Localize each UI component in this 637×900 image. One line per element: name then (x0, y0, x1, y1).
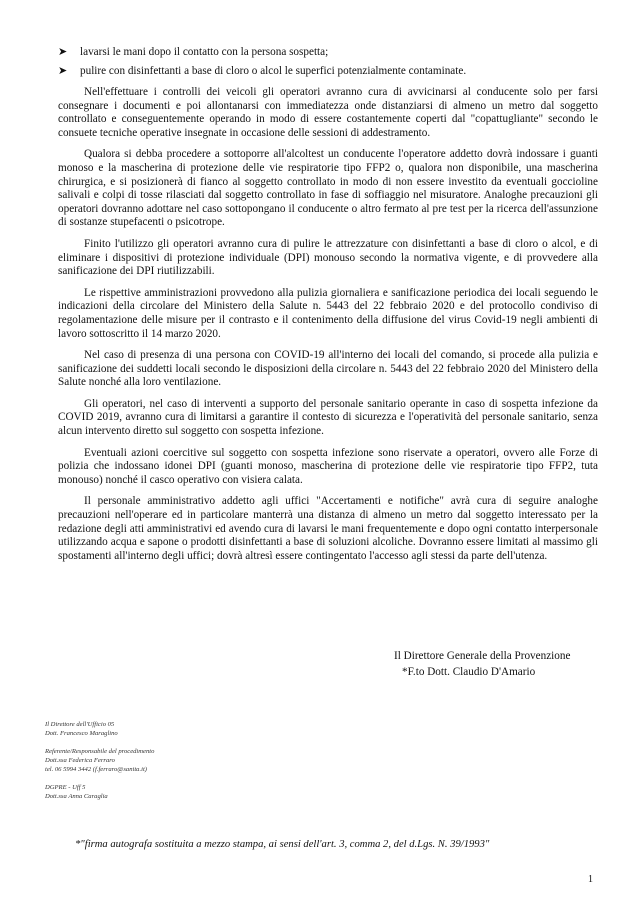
reference-line: Dott.ssa Federica Ferraro (45, 757, 115, 764)
paragraph: Il personale amministrativo addetto agli uffici "Accertamenti e notifiche" avrà cura di seguire analoghe precauzioni nell'operare ed in particolare manterrà una distanza di almeno un metro dal soggetto interessato per la redazione degli atti amministrativi ed avendo cura di lavarsi le mani frequentemente e dopo ogni contatto interpersonale utilizzando acqua e sapone o prodotti disinfettanti a base di soluzioni alcoliche. Dovranno essere limitati al massimo gli spostamenti all'interno degli uffici; dovrà altresì essere contingentato l'accesso agli stessi da parte dell'utenza. (58, 495, 598, 562)
list-item (58, 63, 598, 79)
paragraph: Qualora si debba procedere a sottoporre all'alcoltest un conducente l'operatore addetto dovrà indossare i guanti monoso e la mascherina di protezione delle vie respiratorie tipo FFP2 o, qualora non disponibile, una mascherina chirurgica, e si posizionerà di fianco al soggetto controllato in modo di non essere investito da eventuali goccioline salivali e colpi di tosse rilasciati dal soggetto controllato in fase di soffiaggio nel misuratore. Analoghe precauzioni gli operatori dovranno adottare nel caso sottopongano il conducente o altro fermato al pre test per la ricerca dell'assunzione di sostanze stupefacenti o psicotrope. (58, 148, 598, 229)
document-body (58, 86, 598, 571)
paragraph: Nell'effettuare i controlli dei veicoli gli operatori avranno cura di avvicinarsi al conducente solo per farsi consegnare i documenti e poi allontanarsi con immediatezza onde distanziarsi di almeno un metro dal soggetto controllato e conseguentemente operando in modo di essere costantemente coperti dal "copattugliante" secondo le consuete tecniche operative insegnate in occasione delle sessioni di addestramento. (58, 86, 598, 139)
signature-name: *F.to Dott. Claudio D'Amario (402, 666, 536, 678)
arrow-bullet-icon: ➤ (58, 65, 68, 77)
footnote: *"firma autografa sostituita a mezzo stampa, ai sensi dell'art. 3, comma 2, del d.Lgs. N. 39/1993" (75, 839, 490, 850)
reference-group (45, 720, 295, 738)
paragraph: Eventuali azioni coercitive sul soggetto con sospetta infezione sono riservate a operatori, ovvero alle Forze di polizia che indossano idonei DPI (guanti monoso, mascherina di protezione delle vie respiratorie tipo FFP2, tuta monouso) nonché il casco operativo con visiera calata. (58, 446, 598, 486)
signature-block (394, 648, 614, 680)
signature-title: Il Direttore Generale della Provenzione (394, 650, 571, 662)
list-item (58, 44, 598, 60)
reference-line: Dott.ssa Anna Caraglia (45, 793, 108, 800)
paragraph: Finito l'utilizzo gli operatori avranno cura di pulire le attrezzature con disinfettanti a base di cloro o alcol, e di eliminare i dispositivi di protezione individuale (DPI) monouso secondo la normativa vigente, e di provvedere alla sanificazione dei DPI riutilizzabili. (58, 237, 598, 278)
reference-group (45, 783, 295, 801)
paragraph: Nel caso di presenza di una persona con COVID-19 all'interno dei locali del comando, si procede alla pulizia e sanificazione dei suddetti locali secondo le disposizioni della circolare n. 5443 del 22 febbraio 2020 del Ministero della Salute nonché alla loro ventilazione. (58, 349, 598, 389)
references-block (45, 720, 295, 810)
reference-line: Referente/Responsabile del procedimento (45, 748, 155, 755)
page-number: 1 (588, 874, 593, 885)
arrow-bullet-icon: ➤ (58, 46, 68, 58)
reference-group (45, 747, 295, 774)
reference-line: DGPRE - Uff 5 (45, 784, 86, 791)
reference-line: Il Direttore dell'Ufficio 05 (45, 721, 115, 728)
paragraph: Le rispettive amministrazioni provvedono alla pulizia giornaliera e sanificazione periodica dei locali seguendo le indicazioni della circolare del Ministero della Salute n. 5443 del 22 febbraio 2020 e del protocollo condiviso di regolamentazione delle misure per il contrasto e il contenimento della diffusione del virus Covid-19 negli ambienti di lavoro sottoscritto il 14 marzo 2020. (58, 286, 598, 340)
reference-line: tel. 06 5994 3442 (f.ferraro@sanita.it) (45, 766, 147, 773)
bullet-list (58, 44, 598, 82)
paragraph: Gli operatori, nel caso di interventi a supporto del personale sanitario operante in caso di sospetta infezione da COVID 2019, avranno cura di limitarsi a garantire il contesto di sicurezza e l'operatività del personale sanitario, senza alcun intervento diretto sul soggetto con sospetta infezione. (58, 397, 598, 438)
reference-line: Dott. Francesco Maraglino (45, 730, 118, 737)
bullet-text: pulire con disinfettanti a base di cloro o alcol le superfici potenzialmente contaminate. (80, 65, 467, 77)
bullet-text: lavarsi le mani dopo il contatto con la persona sospetta; (80, 46, 329, 58)
